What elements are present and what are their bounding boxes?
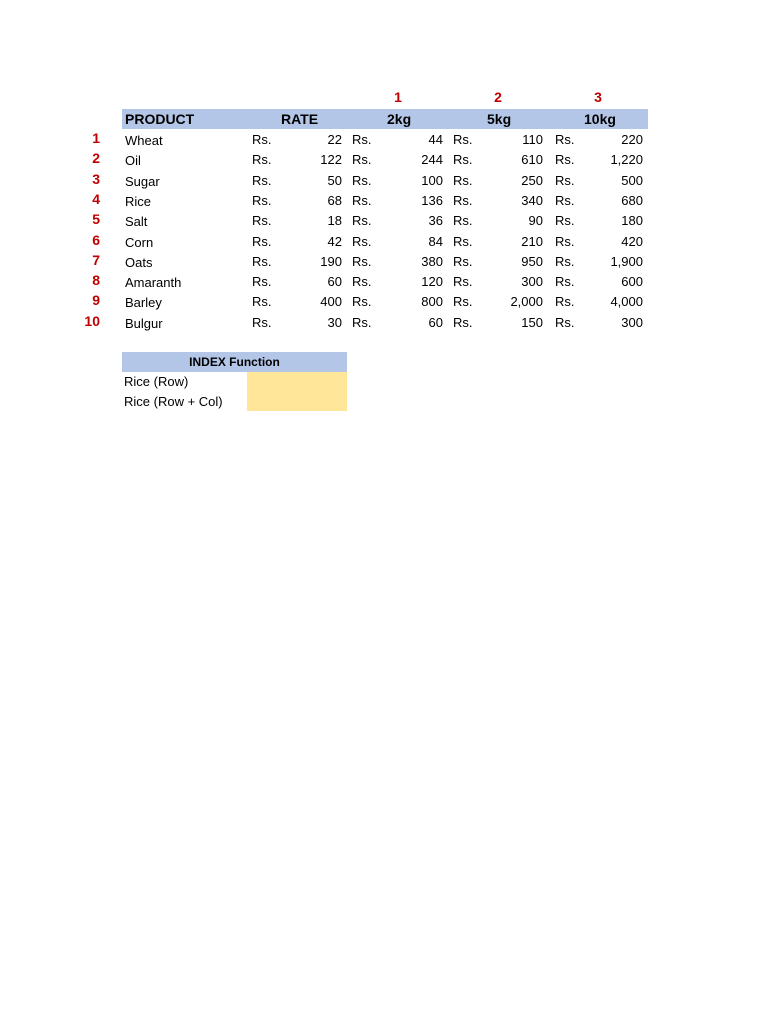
- price-cell-rate: 60: [327, 274, 342, 289]
- row-number: 3: [92, 171, 100, 187]
- price-cell-kg2: 380: [421, 254, 443, 269]
- price-cell-kg5: 2,000: [510, 294, 543, 309]
- price-cell-kg10: 500: [621, 173, 643, 188]
- price-cell-kg2: 36: [428, 213, 443, 228]
- header-rate: RATE: [281, 111, 319, 127]
- price-cell-rate: 18: [327, 213, 342, 228]
- currency-label: Rs.: [352, 193, 372, 208]
- product-name: Barley: [125, 295, 162, 310]
- column-number-1: 1: [394, 89, 402, 105]
- price-cell-kg5: 250: [521, 173, 543, 188]
- currency-label: Rs.: [252, 315, 272, 330]
- price-cell-rate: 42: [327, 234, 342, 249]
- price-cell-rate: 30: [327, 315, 342, 330]
- currency-label: Rs.: [252, 294, 272, 309]
- price-cell-kg10: 4,000: [610, 294, 643, 309]
- currency-label: Rs.: [252, 193, 272, 208]
- currency-label: Rs.: [252, 152, 272, 167]
- row-number: 1: [92, 130, 100, 146]
- currency-label: Rs.: [252, 213, 272, 228]
- header-10kg: 10kg: [584, 111, 616, 127]
- currency-label: Rs.: [352, 213, 372, 228]
- index-label-row: Rice (Row): [124, 374, 189, 389]
- header-product: PRODUCT: [125, 111, 195, 127]
- price-cell-kg2: 136: [421, 193, 443, 208]
- row-number: 7: [92, 252, 100, 268]
- price-cell-kg10: 600: [621, 274, 643, 289]
- price-cell-kg2: 60: [428, 315, 443, 330]
- price-cell-kg5: 340: [521, 193, 543, 208]
- product-name: Bulgur: [125, 316, 163, 331]
- price-cell-kg10: 1,220: [610, 152, 643, 167]
- currency-label: Rs.: [252, 173, 272, 188]
- price-cell-kg2: 44: [428, 132, 443, 147]
- currency-label: Rs.: [352, 294, 372, 309]
- currency-label: Rs.: [453, 274, 473, 289]
- price-cell-kg5: 610: [521, 152, 543, 167]
- price-cell-kg5: 90: [528, 213, 543, 228]
- price-cell-kg5: 950: [521, 254, 543, 269]
- price-cell-kg5: 300: [521, 274, 543, 289]
- price-cell-rate: 22: [327, 132, 342, 147]
- price-cell-rate: 122: [320, 152, 342, 167]
- currency-label: Rs.: [352, 173, 372, 188]
- currency-label: Rs.: [453, 173, 473, 188]
- product-name: Sugar: [125, 174, 160, 189]
- currency-label: Rs.: [352, 132, 372, 147]
- product-name: Amaranth: [125, 275, 182, 290]
- index-result-cells[interactable]: [247, 372, 347, 411]
- index-result-row[interactable]: [247, 372, 347, 391]
- price-cell-kg2: 100: [421, 173, 443, 188]
- currency-label: Rs.: [555, 234, 575, 249]
- price-cell-rate: 68: [327, 193, 342, 208]
- currency-label: Rs.: [453, 234, 473, 249]
- price-cell-rate: 400: [320, 294, 342, 309]
- currency-label: Rs.: [555, 132, 575, 147]
- currency-label: Rs.: [352, 315, 372, 330]
- price-cell-kg5: 150: [521, 315, 543, 330]
- row-number: 9: [92, 292, 100, 308]
- currency-label: Rs.: [555, 152, 575, 167]
- currency-label: Rs.: [453, 315, 473, 330]
- currency-label: Rs.: [252, 132, 272, 147]
- header-2kg: 2kg: [387, 111, 412, 127]
- price-cell-kg10: 1,900: [610, 254, 643, 269]
- currency-label: Rs.: [453, 193, 473, 208]
- price-cell-kg10: 420: [621, 234, 643, 249]
- product-name: Rice: [125, 194, 152, 209]
- price-cell-kg2: 244: [421, 152, 443, 167]
- currency-label: Rs.: [555, 193, 575, 208]
- index-function-header: INDEX Function: [122, 352, 347, 372]
- row-number: 10: [84, 313, 100, 329]
- currency-label: Rs.: [352, 152, 372, 167]
- product-name: Oil: [125, 153, 141, 168]
- price-cell-rate: 190: [320, 254, 342, 269]
- currency-label: Rs.: [453, 132, 473, 147]
- header-5kg: 5kg: [487, 111, 512, 127]
- currency-label: Rs.: [252, 254, 272, 269]
- currency-label: Rs.: [555, 274, 575, 289]
- currency-label: Rs.: [555, 254, 575, 269]
- row-number: 8: [92, 272, 100, 288]
- currency-label: Rs.: [453, 254, 473, 269]
- price-cell-kg2: 120: [421, 274, 443, 289]
- currency-label: Rs.: [453, 294, 473, 309]
- price-cell-kg2: 800: [421, 294, 443, 309]
- column-number-2: 2: [494, 89, 502, 105]
- index-result-row-col[interactable]: [247, 391, 347, 411]
- price-cell-rate: 50: [327, 173, 342, 188]
- price-cell-kg10: 180: [621, 213, 643, 228]
- currency-label: Rs.: [352, 274, 372, 289]
- currency-label: Rs.: [252, 274, 272, 289]
- currency-label: Rs.: [252, 234, 272, 249]
- product-name: Oats: [125, 255, 153, 270]
- price-cell-kg2: 84: [428, 234, 443, 249]
- table-header: [122, 109, 648, 129]
- row-number: 5: [92, 211, 100, 227]
- currency-label: Rs.: [555, 213, 575, 228]
- currency-label: Rs.: [453, 152, 473, 167]
- column-number-3: 3: [594, 89, 602, 105]
- currency-label: Rs.: [352, 254, 372, 269]
- row-number: 4: [92, 191, 100, 207]
- row-number: 2: [92, 150, 100, 166]
- product-name: Corn: [125, 235, 154, 250]
- price-cell-kg10: 680: [621, 193, 643, 208]
- currency-label: Rs.: [555, 294, 575, 309]
- index-label-row-col: Rice (Row + Col): [124, 394, 223, 409]
- currency-label: Rs.: [555, 315, 575, 330]
- currency-label: Rs.: [352, 234, 372, 249]
- currency-label: Rs.: [555, 173, 575, 188]
- price-cell-kg5: 110: [522, 132, 543, 147]
- price-cell-kg10: 300: [621, 315, 643, 330]
- product-name: Wheat: [125, 133, 163, 148]
- product-name: Salt: [125, 214, 148, 229]
- currency-label: Rs.: [453, 213, 473, 228]
- price-cell-kg10: 220: [621, 132, 643, 147]
- row-number: 6: [92, 232, 100, 248]
- price-cell-kg5: 210: [521, 234, 543, 249]
